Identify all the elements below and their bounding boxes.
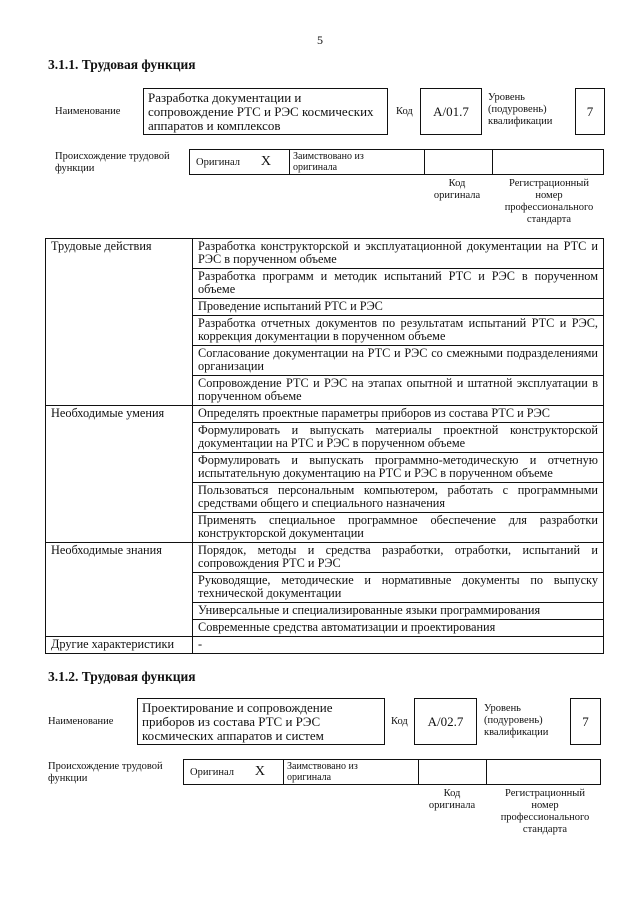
caption-line: Код [448,178,466,189]
code-label-2: Код [391,716,408,727]
table-row [46,637,604,654]
table-row [46,406,604,423]
group-label: Необходимые знания [46,543,193,637]
level-label-line: Уровень [488,92,525,103]
reg-number-caption-2 [489,788,601,836]
qualification-level-1: 7 [575,88,605,135]
origin-code-cell [425,150,493,174]
table-cell: Формулировать и выпускать материалы проектной конструкторской документации на РТС и РЭС в порученном объеме [193,423,604,453]
section-heading-2: 3.1.2. Трудовая функция [48,669,196,684]
origin-label-line: функции [55,163,95,174]
table-cell: Формулировать и выпускать программно-методическую и отчетную испытательную документацию на РТС и РЭС в порученном объеме [193,453,604,483]
function-name-line: космических аппаратов и систем [142,728,324,743]
function-name-1 [143,88,388,135]
origin-label-1 [55,151,170,175]
table-cell: Применять специальное программное обеспечение для разработки конструкторской документации [193,513,604,543]
function-name-line: аппаратов и комплексов [148,118,281,133]
function-name-line: Разработка документации и [148,90,302,105]
original-cell [190,150,290,174]
table-cell: Порядок, методы и средства разработки, отработки, испытаний и сопровождения РТС и РЭС [193,543,604,573]
reg-number-cell [487,760,600,784]
function-code-1: A/01.7 [420,88,482,135]
level-label-2 [484,703,548,739]
original-label: Оригинал [196,156,240,168]
caption-line: Код [443,788,461,799]
level-label-1 [488,92,552,128]
level-label-line: квалификации [484,727,549,738]
table-cell: Разработка отчетных документов по результатам испытаний РТС и РЭС, коррекция документации в порученном объеме [193,316,604,346]
qualification-level-2: 7 [570,698,601,745]
reg-number-cell [493,150,603,174]
origin-row-2 [183,759,601,785]
table-cell: Разработка конструкторской и эксплуатационной документации на РТС и РЭС в порученном объеме [193,239,604,269]
table-cell: Пользоваться персональным компьютером, работать с программными средствами общего и специального назначения [193,483,604,513]
borrowed-line: Заимствовано из [287,761,358,772]
borrowed-line: оригинала [293,162,338,173]
name-label-1: Наименование [55,106,121,117]
function-table [45,238,604,654]
group-label: Другие характеристики [46,637,193,654]
origin-code-cell [419,760,487,784]
name-label-2: Наименование [48,716,114,727]
level-label-line: квалификации [488,116,553,127]
reg-number-caption-1 [494,178,604,226]
group-label: Трудовые действия [46,239,193,406]
caption-line: номер [535,190,563,201]
borrowed-cell [284,760,419,784]
function-name-2 [137,698,385,745]
origin-code-caption-2 [419,788,485,812]
table-cell: Современные средства автоматизации и проектирования [193,620,604,637]
level-label-line: (подуровень) [488,104,547,115]
borrowed-line: оригинала [287,772,332,783]
caption-line: номер [531,800,559,811]
level-label-line: (подуровень) [484,715,543,726]
table-cell: Определять проектные параметры приборов из состава РТС и РЭС [193,406,604,423]
table-cell: Разработка программ и методик испытаний РТС и РЭС в порученном объеме [193,269,604,299]
caption-line: стандарта [522,824,568,835]
caption-line: стандарта [526,214,572,225]
table-cell: Сопровождение РТС и РЭС на этапах опытной и штатной эксплуатации в порученном объеме [193,376,604,406]
page-number: 5 [317,33,323,47]
origin-label-line: Происхождение трудовой [48,761,163,772]
table-cell: Проведение испытаний РТС и РЭС [193,299,604,316]
group-label: Необходимые умения [46,406,193,543]
caption-line: Регистрационный [505,788,585,799]
original-mark: X [260,154,271,169]
origin-label-line: функции [48,773,88,784]
caption-line: Регистрационный [509,178,589,189]
origin-row-1 [189,149,604,175]
borrowed-line: Заимствовано из [293,151,364,162]
function-name-line: Проектирование и сопровождение [142,700,333,715]
caption-line: профессионального [504,202,594,213]
function-name-line: приборов из состава РТС и РЭС [142,714,321,729]
function-code-2: A/02.7 [414,698,477,745]
table-row [46,543,604,573]
origin-label-2 [48,761,163,785]
original-label: Оригинал [190,766,234,778]
table-cell: Руководящие, методические и нормативные документы по выпуску технической документации [193,573,604,603]
original-mark: X [254,764,265,779]
caption-line: профессионального [500,812,590,823]
code-label-1: Код [396,106,413,117]
original-cell [184,760,284,784]
section-heading-1: 3.1.1. Трудовая функция [48,57,196,72]
table-cell: Универсальные и специализированные языки программирования [193,603,604,620]
caption-line: оригинала [428,800,476,811]
caption-line: оригинала [433,190,481,201]
origin-code-caption-1 [424,178,490,202]
borrowed-cell [290,150,425,174]
level-label-line: Уровень [484,703,521,714]
table-cell: Согласование документации на РТС и РЭС со смежными подразделениями организации [193,346,604,376]
table-cell: - [193,637,604,654]
table-row [46,239,604,269]
origin-label-line: Происхождение трудовой [55,151,170,162]
function-name-line: сопровождение РТС и РЭС космических [148,104,374,119]
